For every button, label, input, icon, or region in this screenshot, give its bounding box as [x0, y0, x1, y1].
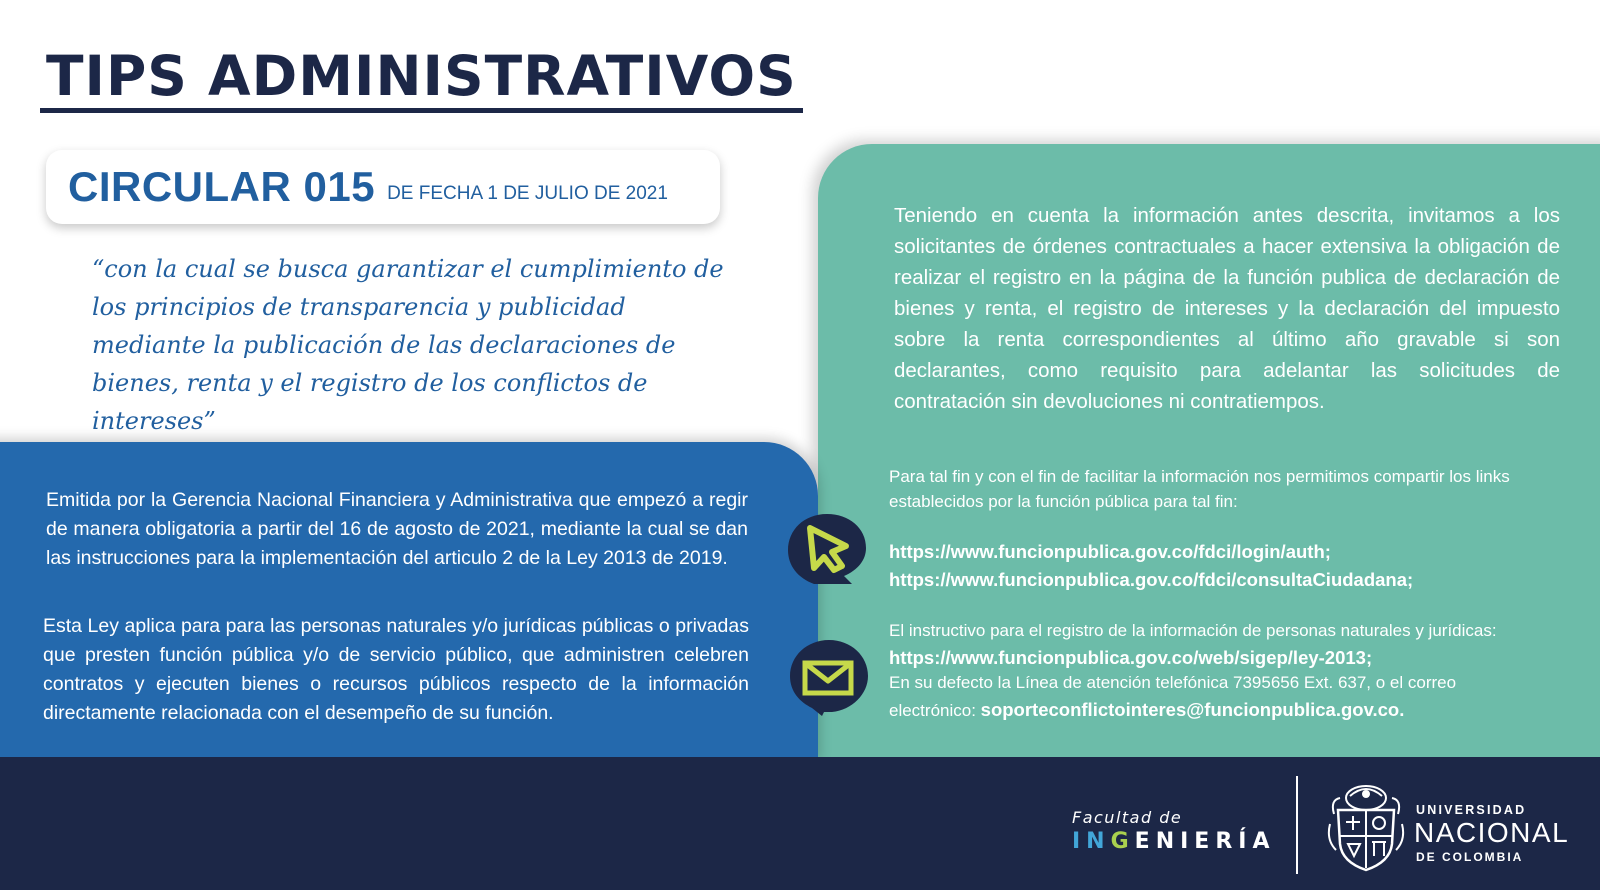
faculty-name-part2: G	[1110, 829, 1135, 854]
faculty-name	[1072, 829, 1275, 854]
links-intro-text: Para tal fin y con el fin de facilitar la información nos permitimos compartir los links establecidos por la función pública para tal fin:	[889, 467, 1510, 511]
university-line-1: UNIVERSIDAD	[1416, 803, 1527, 817]
university-line-3: DE COLOMBIA	[1416, 850, 1524, 864]
instructivo-label: El instructivo para el registro de la información de personas naturales y jurídicas:	[889, 621, 1497, 640]
blue-paragraph-1: Emitida por la Gerencia Nacional Financiera y Administrativa que empezó a regir de manera obligatoria a partir del 16 de agosto de 2021, mediante la cual se dan las instrucciones para la implementación del articulo 2 de la Ley 2013 de 2019.	[46, 489, 748, 569]
faculty-small-label: Facultad de	[1072, 808, 1183, 827]
circular-number: CIRCULAR 015	[68, 163, 376, 210]
phone-text: En su defecto la Línea de atención telefónica 7395656 Ext. 637, o el correo	[889, 673, 1457, 692]
email-label: electrónico:	[889, 701, 976, 720]
link-instructivo[interactable]: https://www.funcionpublica.gov.co/web/sigep/ley-2013;	[889, 647, 1373, 668]
link-fdci-consulta[interactable]: https://www.funcionpublica.gov.co/fdci/consultaCiudadana;	[889, 569, 1414, 590]
circular-card	[46, 150, 720, 224]
page-title: TIPS ADMINISTRATIVOS	[40, 44, 803, 113]
email-line	[889, 699, 1404, 721]
email-link[interactable]: soporteconflictointeres@funcionpublica.gov.co.	[980, 699, 1405, 720]
mail-bubble	[784, 636, 874, 726]
cursor-click-icon	[782, 508, 872, 598]
circular-date: DE FECHA 1 DE JULIO DE 2021	[387, 183, 668, 204]
cursor-bubble	[782, 508, 872, 598]
university-seal-icon	[1326, 778, 1406, 876]
envelope-icon	[784, 636, 874, 726]
faculty-name-part1: IN	[1072, 829, 1111, 854]
green-intro-text: Teniendo en cuenta la información antes descrita, invitamos a los solicitantes de órdenes contractuales a hacer extensiva la obligación de realizar el registro en la página de la función publica de declaración de bienes y renta, el registro de intereses y la declaración del impuesto sobre la renta correspondientes al último año gravable si son declarantes, como requisito para adelantar las solicitudes de contratación sin devoluciones ni contratiempos.	[894, 204, 1560, 413]
link-fdci-login[interactable]: https://www.funcionpublica.gov.co/fdci/login/auth;	[889, 541, 1331, 562]
blue-paragraph-2: Esta Ley aplica para para las personas naturales y/o jurídicas públicas o privadas que presten función pública y/o de servicio público, que administren celebren contratos y ejecuten bienes o recursos públicos respecto de la información directamente relacionada con el desempeño de su función.	[43, 615, 749, 724]
university-line-2: NACIONAL	[1414, 817, 1570, 848]
faculty-name-part3: ENIERÍA	[1134, 829, 1276, 854]
circular-quote: “con la cual se busca garantizar el cumplimiento de los principios de transparencia y publicidad mediante la publicación de las declaraciones de bienes, renta y el registro de los conflictos de intereses”	[92, 255, 724, 435]
footer-divider	[1296, 776, 1298, 874]
